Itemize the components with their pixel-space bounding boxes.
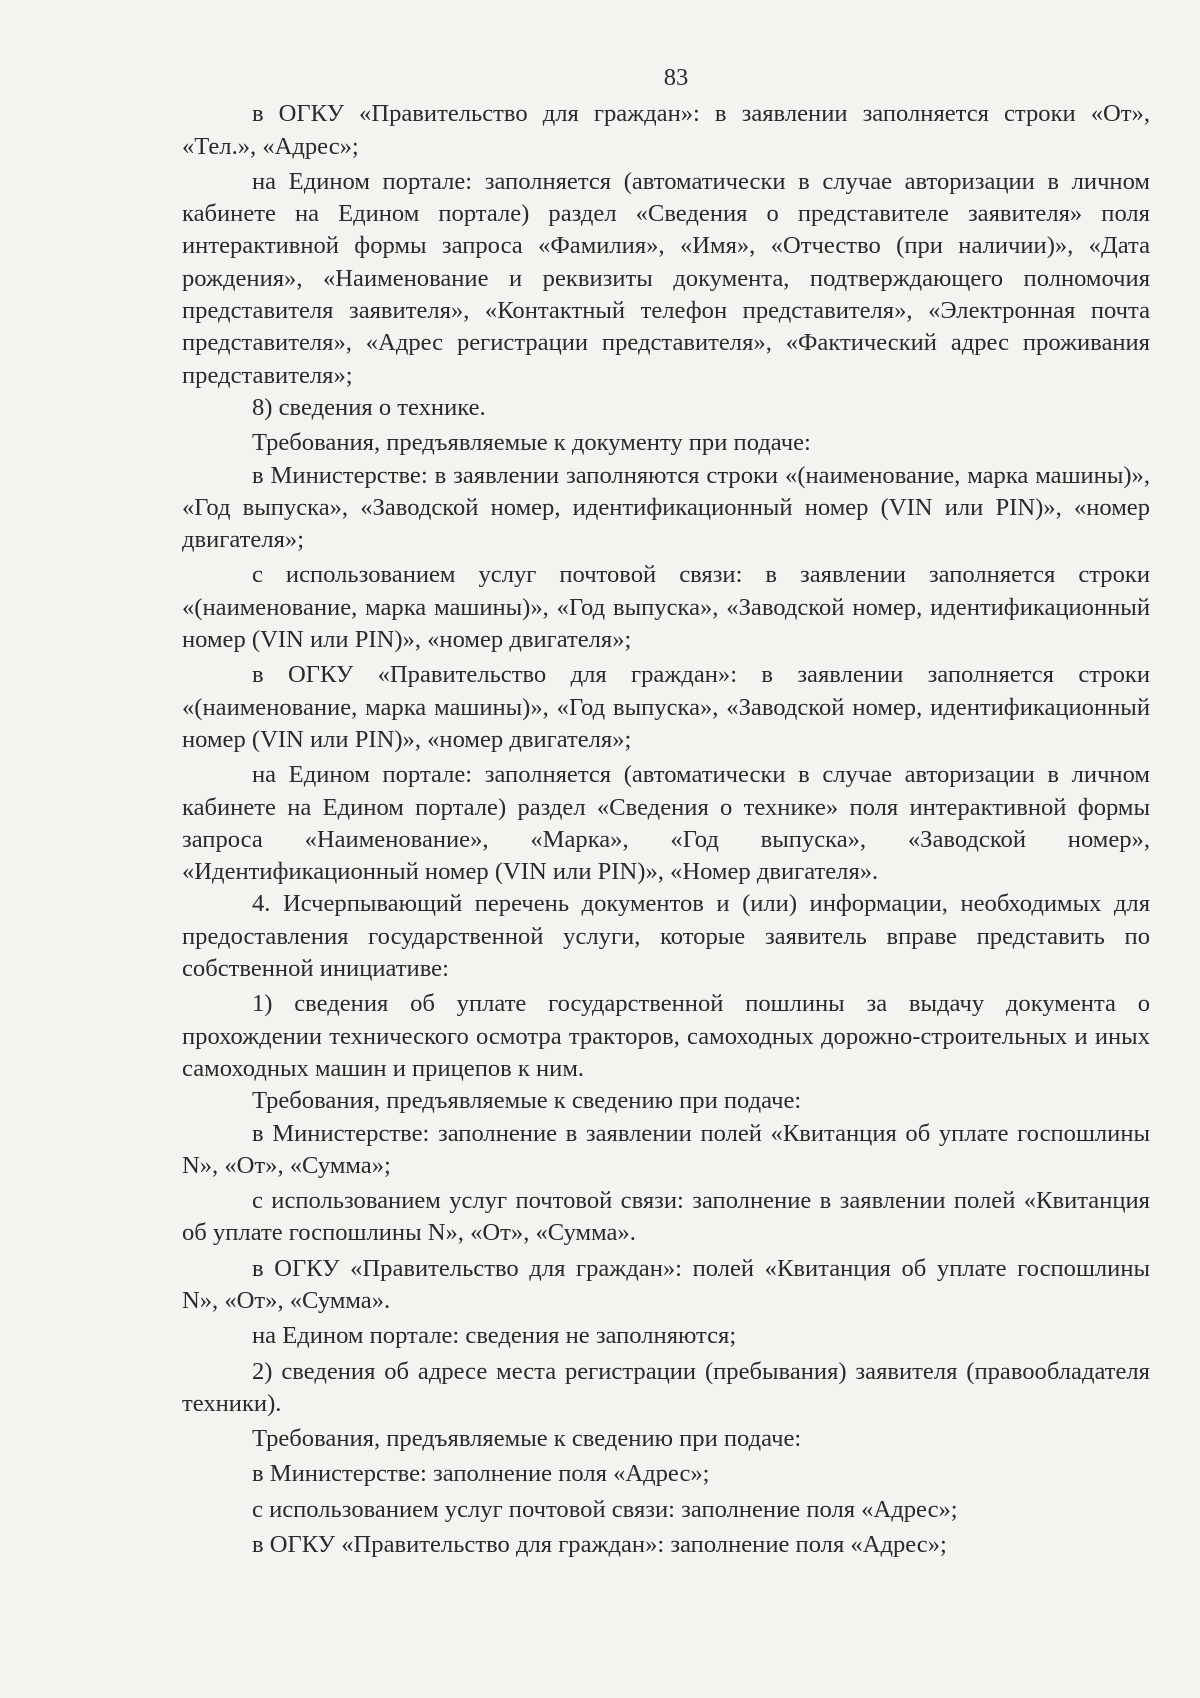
paragraph: 1) сведения об уплате государственной пошлины за выдачу документа о прохождении технического осмотра тракторов, самоходных дорожно-строительных и иных самоходных машин и прицепов к ним. [182, 990, 1150, 1082]
paragraph: на Едином портале: заполняется (автоматически в случае авторизации в личном кабинете на Едином портале) раздел «Сведения о технике» поля интерактивной формы запроса «Наименование», «Марка», «Год выпуска», «Заводской номер», «Идентификационный номер (VIN или PIN)», «Номер двигателя». [182, 761, 1150, 886]
paragraph: с использованием услуг почтовой связи: заполнение поля «Адрес»; [252, 1495, 958, 1523]
paragraph: в Министерстве: заполнение в заявлении полей «Квитанция об уплате госпошлины N», «От», «Сумма»; [182, 1119, 1150, 1179]
page-number: 83 [663, 64, 689, 91]
paragraph: 8) сведения о технике. [252, 393, 486, 421]
paragraph: на Едином портале: заполняется (автоматически в случае авторизации в личном кабинете на Едином портале) раздел «Сведения о представителе заявителя» поля интерактивной формы запроса «Фамилия», «Имя», «Отчество (при наличии)», «Дата рождения», «Наименование и реквизиты документа, подтверждающего полномочия представителя заявителя», «Контактный телефон представителя», «Электронная почта представителя», «Адрес регистрации представителя», «Фактический адрес проживания представителя»; [182, 167, 1150, 389]
paragraph: в ОГКУ «Правительство для граждан»: в заявлении заполняется строки «(наименование, марка машины)», «Год выпуска», «Заводской номер, идентификационный номер (VIN или PIN)», «номер двигателя»; [182, 661, 1150, 753]
paragraph: в Министерстве: в заявлении заполняются строки «(наименование, марка машины)», «Год выпуска», «Заводской номер, идентификационный номер (VIN или PIN)», «номер двигателя»; [182, 461, 1150, 554]
paragraph: с использованием услуг почтовой связи: заполнение в заявлении полей «Квитанция об уплате госпошлины N», «От», «Сумма». [182, 1187, 1150, 1247]
paragraph: в ОГКУ «Правительство для граждан»: заполнение поля «Адрес»; [252, 1531, 947, 1559]
paragraph: с использованием услуг почтовой связи: в заявлении заполняется строки «(наименование, марка машины)», «Год выпуска», «Заводской номер, идентификационный номер (VIN или PIN)», «номер двигателя»; [182, 561, 1150, 654]
paragraph: в ОГКУ «Правительство для граждан»: в заявлении заполняется строки «От», «Тел.», «Адрес»; [182, 100, 1150, 160]
paragraph: Требования, предъявляемые к документу при подаче: [252, 429, 811, 457]
paragraph: в Министерстве: заполнение поля «Адрес»; [252, 1460, 710, 1488]
paragraph: Требования, предъявляемые к сведению при подаче: [252, 1087, 802, 1115]
paragraph: Требования, предъявляемые к сведению при подаче: [252, 1425, 802, 1453]
paragraph: в ОГКУ «Правительство для граждан»: полей «Квитанция об уплате госпошлины N», «От», «Сумма». [182, 1254, 1150, 1314]
paragraph: на Едином портале: сведения не заполняются; [252, 1322, 737, 1350]
paragraph: 4. Исчерпывающий перечень документов и (или) информации, необходимых для предоставления государственной услуги, которые заявитель вправе представить по собственной инициативе: [182, 890, 1150, 983]
paragraph: 2) сведения об адресе места регистрации (пребывания) заявителя (правообладателя техники). [182, 1357, 1150, 1417]
